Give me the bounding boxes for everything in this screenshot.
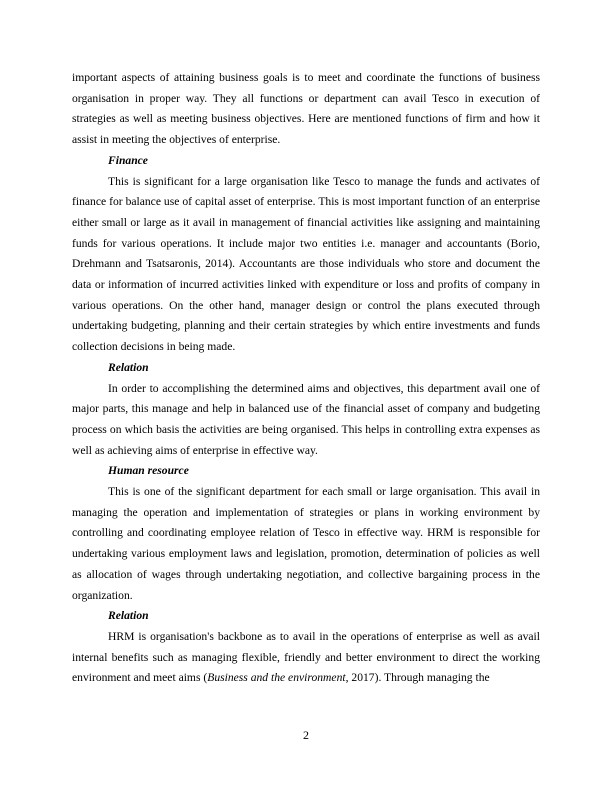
paragraph-relation-hr-end: , 2017). Through managing the: [345, 671, 490, 685]
paragraph-relation-finance: In order to accomplishing the determined aims and objectives, this department avail one of major parts, this manage and help in balanced use of the financial asset of company and budgeting process on which basis the activities are being organised. This helps in controlling extra expenses as well as achieving aims of enterprise in effective way.: [72, 381, 540, 457]
paragraph-relation-hr: [72, 627, 540, 689]
heading-relation-hr: Relation: [108, 609, 149, 623]
paragraph-human-resource: This is one of the significant department for each small or large organisation. This avail in managing the operation and implementation of strategies or plans in working environment by controlling and coordinating employee relation of Tesco in effective way. HRM is responsible for undertaking various employment laws and legislation, promotion, determination of policies as well as allocation of wages through undertaking negotiation, and collective bargaining process in the organization.: [72, 485, 540, 602]
heading-finance: Finance: [108, 153, 148, 167]
paragraph-intro: important aspects of attaining business goals is to meet and coordinate the functions of business organisation in proper way. They all functions or department can avail Tesco in execution of strategies as well as meeting business objectives. Here are mentioned functions of firm and how it assist in meeting the objectives of enterprise.: [72, 71, 540, 147]
heading-relation-finance: Relation: [108, 360, 149, 374]
page-number: 2: [303, 728, 309, 742]
paragraph-finance: This is significant for a large organisation like Tesco to manage the funds and activates of finance for balance use of capital asset of enterprise. This is most important function of an enterprise either small or large as it avail in management of financial activities like assigning and maintaining funds for various operations. It include major two entities i.e. manager and accountants (Borio, Drehmann and Tsatsaronis, 2014). Accountants are those individuals who store and document the data or information of incurred activities linked with expenditure or loss and profits of company in various operations. On the other hand, manager design or control the plans executed through undertaking budgeting, planning and their certain strategies by which entire investments and funds collection decisions in being made.: [72, 174, 540, 354]
heading-human-resource: Human resource: [108, 464, 189, 478]
citation-title: Business and the environment: [207, 671, 346, 685]
document-body: [72, 68, 540, 689]
paragraph-relation-hr-start: HRM is organisation's backbone as to avail in the operations of enterprise as well as avail internal benefits such as managing flexible, friendly and better environment to direct the working environment and meet aims (: [72, 629, 540, 685]
